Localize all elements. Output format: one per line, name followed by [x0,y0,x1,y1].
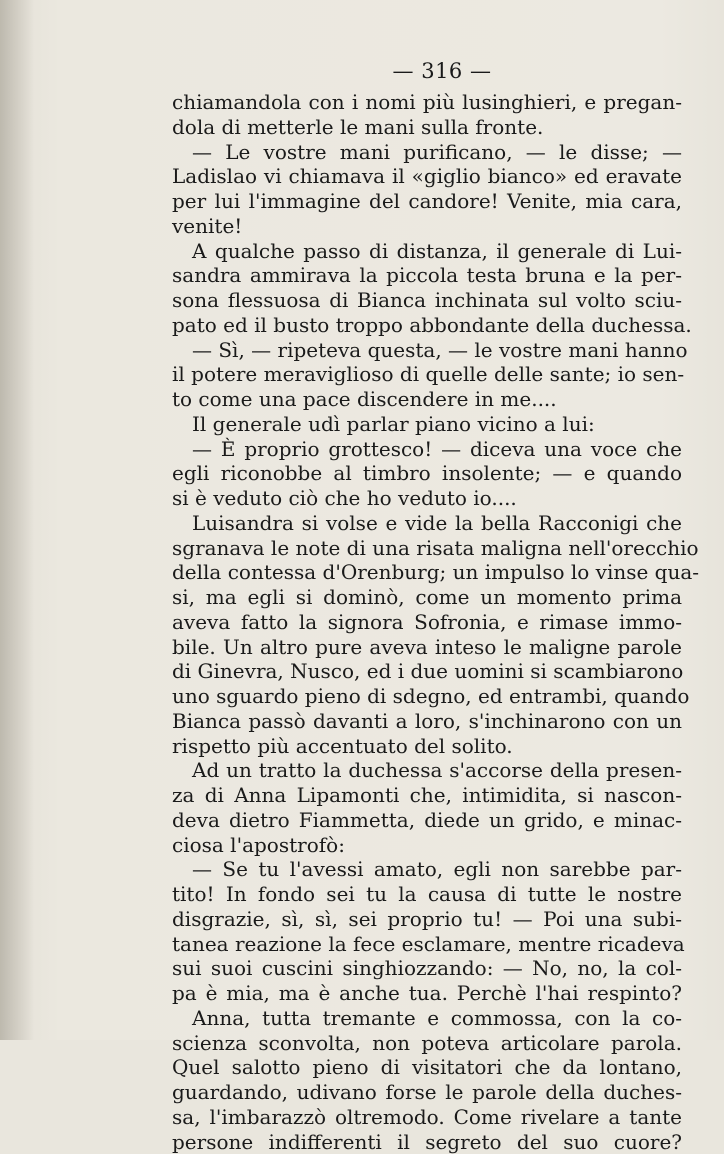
text-line: chiamandola con i nomi più lusinghieri, e pregan- [172,90,682,115]
page-number: — 316 — [172,56,682,86]
page-text-body [172,90,682,1154]
text-line: sgranava le note di una risata maligna nell'orecchio [172,536,682,561]
text-line: Luisandra si volse e vide la bella Racconigi che [172,511,682,536]
text-line: Il generale udì parlar piano vicino a lui: [172,412,682,437]
text-line: deva dietro Fiammetta, diede un grido, e minac- [172,808,682,833]
text-line: sandra ammirava la piccola testa bruna e la per- [172,263,682,288]
text-line: sona flessuosa di Bianca inchinata sul volto sciu- [172,288,682,313]
text-line: Quel salotto pieno di visitatori che da lontano, [172,1055,682,1080]
text-line: aveva fatto la signora Sofronia, e rimase immo- [172,610,682,635]
text-line: venite! [172,214,682,239]
book-page [172,56,682,1154]
text-line: della contessa d'Orenburg; un impulso lo vinse qua- [172,560,682,585]
text-line: — Le vostre mani purificano, — le disse; — [172,140,682,165]
text-line: Ad un tratto la duchessa s'accorse della presen- [172,758,682,783]
text-line: sa, l'imbarazzò oltremodo. Come rivelare a tante [172,1105,682,1130]
text-line: guardando, udivano forse le parole della duches- [172,1080,682,1105]
text-line: sui suoi cuscini singhiozzando: — No, no, la col- [172,956,682,981]
text-line: Anna, tutta tremante e commossa, con la co- [172,1006,682,1031]
text-line: za di Anna Lipamonti che, intimidita, si nascon- [172,783,682,808]
text-line: persone indifferenti il segreto del suo cuore? [172,1130,682,1154]
text-line: scienza sconvolta, non poteva articolare parola. [172,1031,682,1056]
text-line: disgrazie, sì, sì, sei proprio tu! — Poi una subi- [172,907,682,932]
text-line: bile. Un altro pure aveva inteso le maligne parole [172,635,682,660]
text-line: si, ma egli si dominò, come un momento prima [172,585,682,610]
text-line: Ladislao vi chiamava il «giglio bianco» ed eravate [172,164,682,189]
text-line: pa è mia, ma è anche tua. Perchè l'hai respinto? [172,981,682,1006]
book-gutter-shadow [0,0,34,1040]
text-line: egli riconobbe al timbro insolente; — e quando [172,461,682,486]
text-line: il potere meraviglioso di quelle delle sante; io sen- [172,362,682,387]
text-line: pato ed il busto troppo abbondante della duchessa. [172,313,682,338]
text-line: rispetto più accentuato del solito. [172,734,682,759]
text-line: — È proprio grottesco! — diceva una voce che [172,437,682,462]
text-line: A qualche passo di distanza, il generale di Lui- [172,239,682,264]
text-line: tanea reazione la fece esclamare, mentre ricadeva [172,932,682,957]
text-line: si è veduto ciò che ho veduto io.... [172,486,682,511]
text-line: to come una pace discendere in me.... [172,387,682,412]
text-line: per lui l'immagine del candore! Venite, mia cara, [172,189,682,214]
text-line: dola di metterle le mani sulla fronte. [172,115,682,140]
text-line: Bianca passò davanti a loro, s'inchinarono con un [172,709,682,734]
text-line: uno sguardo pieno di sdegno, ed entrambi, quando [172,684,682,709]
text-line: tito! In fondo sei tu la causa di tutte le nostre [172,882,682,907]
text-line: ciosa l'apostrofò: [172,833,682,858]
text-line: di Ginevra, Nusco, ed i due uomini si scambiarono [172,659,682,684]
text-line: — Sì, — ripeteva questa, — le vostre mani hanno [172,338,682,363]
text-line: — Se tu l'avessi amato, egli non sarebbe par- [172,857,682,882]
